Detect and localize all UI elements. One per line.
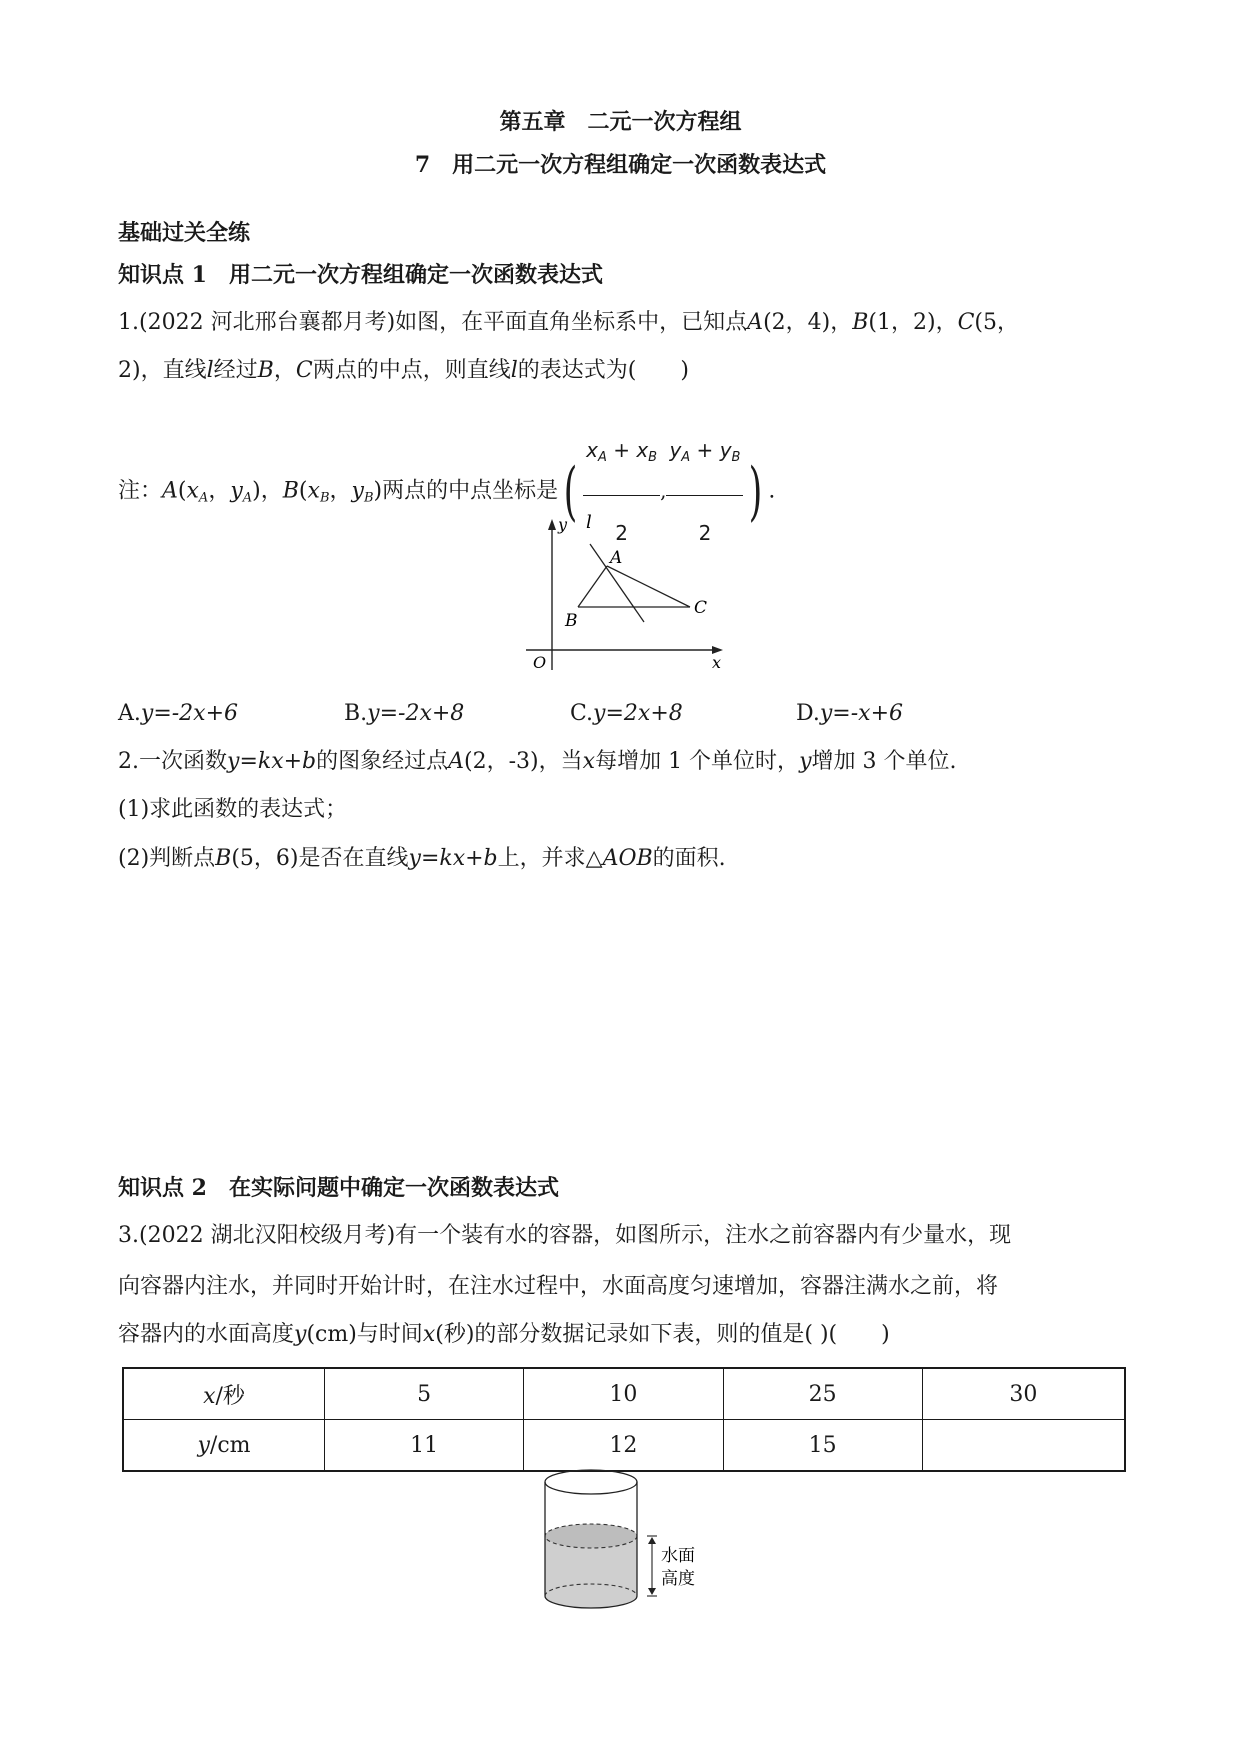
table-row xyxy=(123,1368,1125,1420)
option-letter: B. xyxy=(344,701,368,726)
q2-sub-1: (1)求此函数的表达式； xyxy=(118,797,348,822)
q1-note-mid: 两点的中点坐标是 xyxy=(382,478,559,504)
header-unit: /秒 xyxy=(215,1383,245,1409)
q2-triangle: AOB xyxy=(602,846,653,871)
q1-line-1 xyxy=(118,308,1019,338)
q2-var-x: x xyxy=(582,749,596,774)
q1-line-l: l xyxy=(206,358,214,383)
q1-coord-b: (1，2)， xyxy=(868,310,958,335)
table-cell: 11 xyxy=(325,1420,524,1472)
kp1-label: 知识点 1 xyxy=(118,262,207,288)
q3-container-figure xyxy=(535,1468,715,1618)
height-arrow-up xyxy=(648,1537,656,1544)
chapter-title: 第五章 二元一次方程组 xyxy=(499,109,742,135)
option-expr: y=-x+6 xyxy=(819,701,903,726)
section-title: 7 用二元一次方程组确定一次函数表达式 xyxy=(414,152,827,178)
q2-text-a: 一次函数 xyxy=(139,749,228,774)
q2-point-a: A xyxy=(448,749,465,774)
table-cell: 10 xyxy=(524,1368,723,1420)
option-expr: y=2x+8 xyxy=(593,701,683,726)
q3-text-3c: (秒)的部分数据记录如下表，则的值是( )( ) xyxy=(435,1322,890,1347)
kp2-title: 在实际问题中确定一次函数表达式 xyxy=(228,1175,559,1201)
q2-sub2-c: 上，并求△ xyxy=(497,846,603,871)
q1-text-c: 两点的中点，则直线 xyxy=(312,358,511,383)
water-height-label-2: 高度 xyxy=(661,1569,695,1589)
x-axis-label: x xyxy=(712,653,722,672)
q2-line-1 xyxy=(118,747,956,777)
left-paren: ( xyxy=(563,454,578,529)
cylinder-top xyxy=(545,1470,637,1494)
q2-var-y: y xyxy=(799,749,812,774)
point-c-label: C xyxy=(694,598,708,618)
water-height-label-1: 水面 xyxy=(661,1546,695,1566)
point-a-label: A xyxy=(610,548,623,568)
header-unit: /cm xyxy=(209,1432,251,1458)
q1-number: 1. xyxy=(118,310,139,335)
q1-point-c: C xyxy=(957,310,975,335)
option-expr: y=-2x+8 xyxy=(367,701,465,726)
q1-coordinate-figure xyxy=(520,510,730,675)
q1-point-c-2: C xyxy=(295,358,313,383)
q1-option-b[interactable] xyxy=(344,699,464,729)
q2-function: y=kx+b xyxy=(227,749,317,774)
midpoint-x-fraction: $\frac{x_A + x_B}{2}$ xyxy=(583,415,660,568)
header-var: y xyxy=(197,1432,210,1458)
midpoint-y-fraction: $\frac{y_A + y_B}{2}$ xyxy=(666,415,743,568)
q1-text-d: 的表达式为( ) xyxy=(517,358,689,383)
q3-text-3a: 容器内的水面高度 xyxy=(118,1322,295,1347)
q2-point-b: B xyxy=(215,846,232,871)
right-paren: ) xyxy=(749,454,763,529)
part-heading: 基础过关全练 xyxy=(118,220,251,246)
q1-coord-c: (5， xyxy=(974,310,1020,335)
table-row xyxy=(123,1420,1125,1472)
kp1-title: 用二元一次方程组确定一次函数表达式 xyxy=(228,262,603,288)
option-letter: C. xyxy=(570,701,594,726)
q1-text-b: 经过 xyxy=(213,358,258,383)
line-l-label: l xyxy=(586,512,592,533)
q2-text-c: (2，-3)，当 xyxy=(464,749,583,774)
point-b-label: B xyxy=(565,611,578,631)
q3-source: (2022 湖北汉阳校级月考) xyxy=(139,1223,396,1248)
q1-option-d[interactable] xyxy=(796,699,903,729)
knowledge-point-1 xyxy=(118,260,603,291)
q3-var-y: y xyxy=(294,1322,307,1347)
table-cell: 12 xyxy=(524,1420,723,1472)
q1-option-a[interactable] xyxy=(118,699,238,729)
q1-coord-a: (2，4)， xyxy=(763,310,853,335)
segment-ab xyxy=(578,566,607,607)
table-cell: 25 xyxy=(723,1368,922,1420)
option-letter: D. xyxy=(796,701,820,726)
q1-coord-c-end: 2)，直线 xyxy=(118,358,207,383)
table-cell: 30 xyxy=(922,1368,1125,1420)
q3-line-1 xyxy=(118,1221,1011,1251)
origin-label: O xyxy=(533,653,547,672)
q1-line-l-2: l xyxy=(510,358,518,383)
q3-line-3 xyxy=(118,1320,890,1350)
q3-text-3b: (cm)与时间 xyxy=(306,1322,423,1347)
header-var: x xyxy=(203,1383,216,1409)
q2-text-e: 增加 3 个单位. xyxy=(811,749,957,774)
q1-point-b-2: B xyxy=(257,358,274,383)
y-axis-arrow xyxy=(548,519,556,530)
q3-text-1: 有一个装有水的容器，如图所示，注水之前容器内有少量水，现 xyxy=(395,1223,1012,1248)
table-header-cell xyxy=(123,1368,325,1420)
table-header-cell xyxy=(123,1420,325,1472)
water-surface xyxy=(545,1524,637,1548)
option-letter: A. xyxy=(118,701,141,726)
q2-sub2-a: (2)判断点 xyxy=(118,846,216,871)
q2-text-b: 的图象经过点 xyxy=(316,749,449,774)
kp2-label: 知识点 2 xyxy=(118,1175,207,1201)
q1-note-prefix: 注： xyxy=(118,478,163,504)
q3-var-x: x xyxy=(422,1322,436,1347)
y-axis-label: y xyxy=(558,515,568,534)
knowledge-point-2 xyxy=(118,1173,559,1204)
q1-text-a: 如图，在平面直角坐标系中，已知点 xyxy=(395,310,748,335)
q2-sub2-d: 的面积. xyxy=(652,846,726,871)
table-cell: 15 xyxy=(723,1420,922,1472)
q2-sub-2 xyxy=(118,844,726,874)
q2-function-2: y=kx+b xyxy=(408,846,498,871)
option-expr: y=-2x+6 xyxy=(140,701,239,726)
q1-point-b: B xyxy=(852,310,869,335)
q3-data-table xyxy=(122,1367,1126,1472)
table-cell: 5 xyxy=(325,1368,524,1420)
q1-point-a: A xyxy=(747,310,764,335)
q1-line-2: 2)，直线l经过B，C两点的中点，则直线l的表达式为( ) xyxy=(118,358,689,383)
q1-note: 注：$A(x_A$，$y_A$)，$B(x_B$，$y_B$)两点的中点坐标是( $\frac{x_A + x_B}{2}$ , $\frac{y_A + y_B}{2}$ ) . xyxy=(118,415,775,485)
q1-source: (2022 河北邢台襄都月考) xyxy=(139,310,396,335)
q2-number: 2. xyxy=(118,749,139,774)
q2-text-d: 每增加 1 个单位时， xyxy=(595,749,800,774)
q3-number: 3. xyxy=(118,1223,139,1248)
q1-option-c[interactable] xyxy=(570,699,683,729)
q2-sub2-b: (5，6)是否在直线 xyxy=(231,846,409,871)
height-arrow-down xyxy=(648,1588,656,1595)
q3-line-2: 向容器内注水，并同时开始计时，在注水过程中，水面高度匀速增加，容器注满水之前，将 xyxy=(118,1274,999,1299)
table-cell xyxy=(922,1420,1125,1472)
